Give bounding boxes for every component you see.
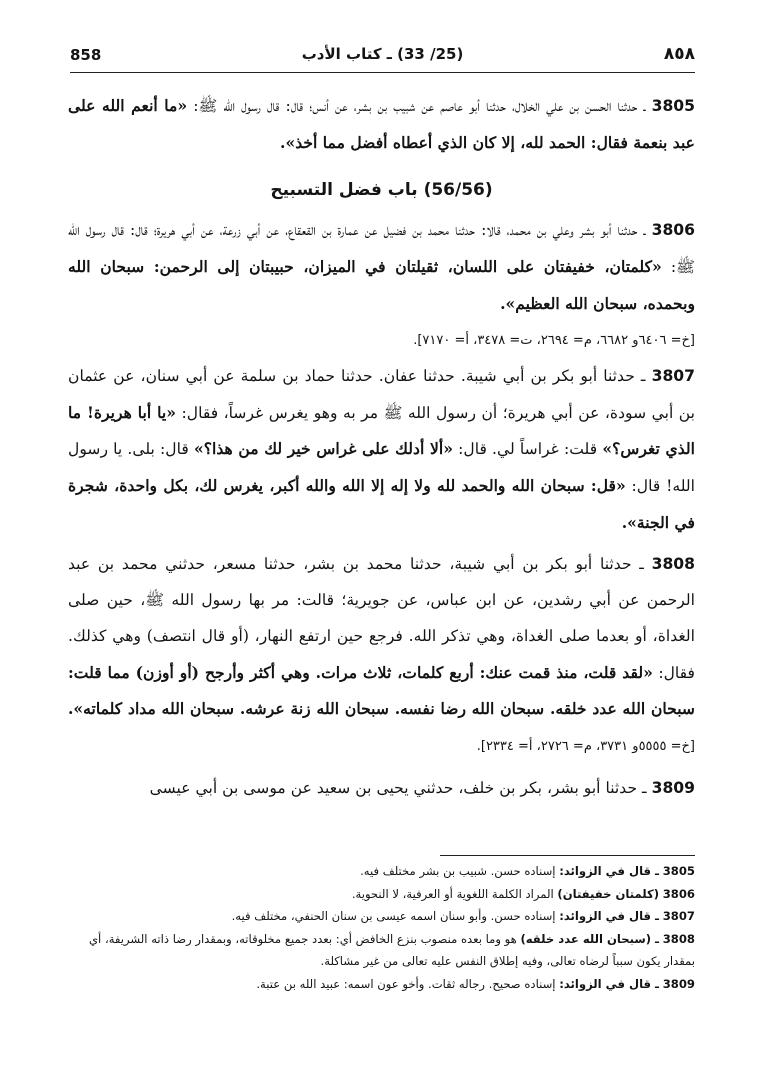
footnote (70, 860, 695, 883)
footnote-number: 3809 (662, 976, 695, 991)
footnote-text: إسناده صحيح. رجاله ثقات. وأخو عون اسمه: عبيد الله بن عتبة. (256, 976, 556, 991)
footnotes (70, 860, 695, 995)
references-3806: [خ= ٦٤٠٦و ٦٦٨٢، م= ٢٦٩٤، ت= ٣٤٧٨، أ= ٧١٧٠]. (413, 333, 695, 349)
footnote (70, 973, 695, 996)
footnote (70, 928, 695, 973)
hadith-quote: «قل: سبحان الله والحمد لله ولا إله إلا الله والله أكبر، يغرس لك، بكل واحدة، شجرة في الجنة». (68, 476, 695, 532)
hadith-number: 3806 (651, 221, 695, 240)
hadith-isnad: ـ حدثنا أبو بشر وعلي بن محمد، قالا: حدثنا محمد بن فضيل عن عمارة بن القعقاع، عن أبي زرعة، عن أبي هريرة؛ قال: قال رسول الله ﷺ: (68, 221, 695, 276)
footnote-head: ـ (سبحان الله عدد خلقه) (520, 931, 660, 946)
hadith-number: 3805 (651, 97, 695, 115)
footnote-number: 3806 (662, 886, 695, 901)
footnote-text: إسناده حسن. وأبو سنان اسمه عيسى بن سنان الحنفي، مختلف فيه. (231, 909, 556, 923)
hadith-text: ـ حدثنا أبو بشر، بكر بن خلف، حدثني يحيى بن سعيد عن موسى بن أبي عيسى (149, 778, 647, 797)
footnote-divider (440, 855, 695, 856)
hadith-quote: «لقد قلت، منذ قمت عنك: أربع كلمات، ثلاث مرات. وهي أكثر وأرجح (أو أوزن) مما قلت: سبحان الله عدد خلقه. سبحان الله رضا نفسه. سبحان الله زنة عرشه. سبحان الله مداد كلماته». (68, 662, 695, 719)
page-number-arabic: ٨٥٨ (663, 44, 695, 64)
chapter-title: (56/56) باب فضل التسبيح (270, 180, 493, 201)
hadith-isnad: ـ حدثنا الحسن بن علي الخلال، حدثنا أبو عاصم عن شبيب بن بشر، عن أنس؛ قال: قال رسول الله ﷺ: (193, 97, 646, 115)
footnote (70, 883, 695, 906)
footnote-number: 3805 (662, 864, 695, 878)
hadith-3809 (68, 771, 695, 807)
hadith-3805 (68, 88, 695, 161)
footnote-text: هو وما بعده منصوب بنزع الخافض أي: بعدد جميع مخلوقاته، وبمقدار رضا ذاته الشريفة، أي بمقدار يكون سبباً لرضاه تعالى، وفيه إطلاق النفس عليه تعالى من غير مشاكلة. (88, 931, 695, 968)
hadith-text: ـ حدثنا أبو بكر بن أبي شيبة. حدثنا عفان. حدثنا حماد بن سلمة عن أبي سنان، عن عثمان بن أبي سودة، عن أبي هريرة؛ أن رسول الله ﷺ مر به وهو يغرس غرساً، فقال: (68, 366, 695, 422)
footnote-number: 3807 (662, 909, 695, 923)
hadith-text: قلت: غراساً لي. قال: (458, 440, 598, 459)
hadith-3806 (68, 213, 695, 322)
hadith-matn: «ما أنعم الله على عبد بنعمة فقال: الحمد لله، إلا كان الذي أعطاه أفضل مما أخذ». (68, 96, 695, 152)
hadith-number: 3808 (651, 555, 695, 574)
footnote-number: 3808 (662, 931, 695, 946)
footnote-head: (كلمتان خفيفتان) (557, 886, 660, 901)
hadith-number: 3809 (651, 778, 695, 797)
footnote (70, 905, 695, 928)
page-header (70, 40, 695, 70)
hadith-text: ـ حدثنا أبو بكر بن أبي شيبة، حدثنا محمد بن بشر، حدثنا مسعر، حدثني محمد بن عبد الرحمن عن أبي رشدين، عن ابن عباس، عن جويرية؛ قالت: مر بها رسول الله ﷺ، حين صلى الغداة، أو بعدما صلى الغداة، وهي تذكر الله. فرجع حين ارتفع النهار، (أو قال انتصف) وهي كذلك. فقال: (68, 555, 695, 682)
hadith-3808 (68, 547, 695, 764)
hadith-references (68, 322, 695, 359)
page-number-latin: 858 (70, 46, 102, 64)
footnote-head: ـ قال في الزوائد: (559, 909, 660, 923)
hadith-number: 3807 (651, 366, 695, 385)
footnote-head: ـ قال في الزوائد: (559, 864, 660, 878)
hadith-3807 (68, 359, 695, 542)
hadith-quote: «يا أبا هريرة! ما الذي تغرس؟» (68, 402, 695, 459)
header-divider (70, 72, 695, 73)
hadith-text: قال: بلى. يا رسول الله! قال: (68, 440, 695, 496)
running-title: (25/ 33) ـ كتاب الأدب (301, 45, 464, 63)
footnote-text: المراد الكلمة اللغوية أو العرفية، لا النحوية. (351, 886, 554, 901)
hadith-quote: «ألا أدلك على غراس خير لك من هذا؟» (193, 439, 453, 459)
footnote-text: إسناده حسن. شبيب بن بشر مختلف فيه. (360, 864, 556, 878)
hadith-matn: «كلمتان، خفيفتان على اللسان، ثقيلتان في الميزان، حبيبتان إلى الرحمن: سبحان الله وبحمده، سبحان الله العظيم». (68, 256, 695, 313)
footnote-head: ـ قال في الزوائد: (559, 976, 660, 991)
references-3808: [خ= ٥٥٥٥و ٣٧٣١، م= ٢٧٢٦، أ= ٢٣٣٤]. (476, 738, 695, 754)
main-text (68, 88, 695, 806)
